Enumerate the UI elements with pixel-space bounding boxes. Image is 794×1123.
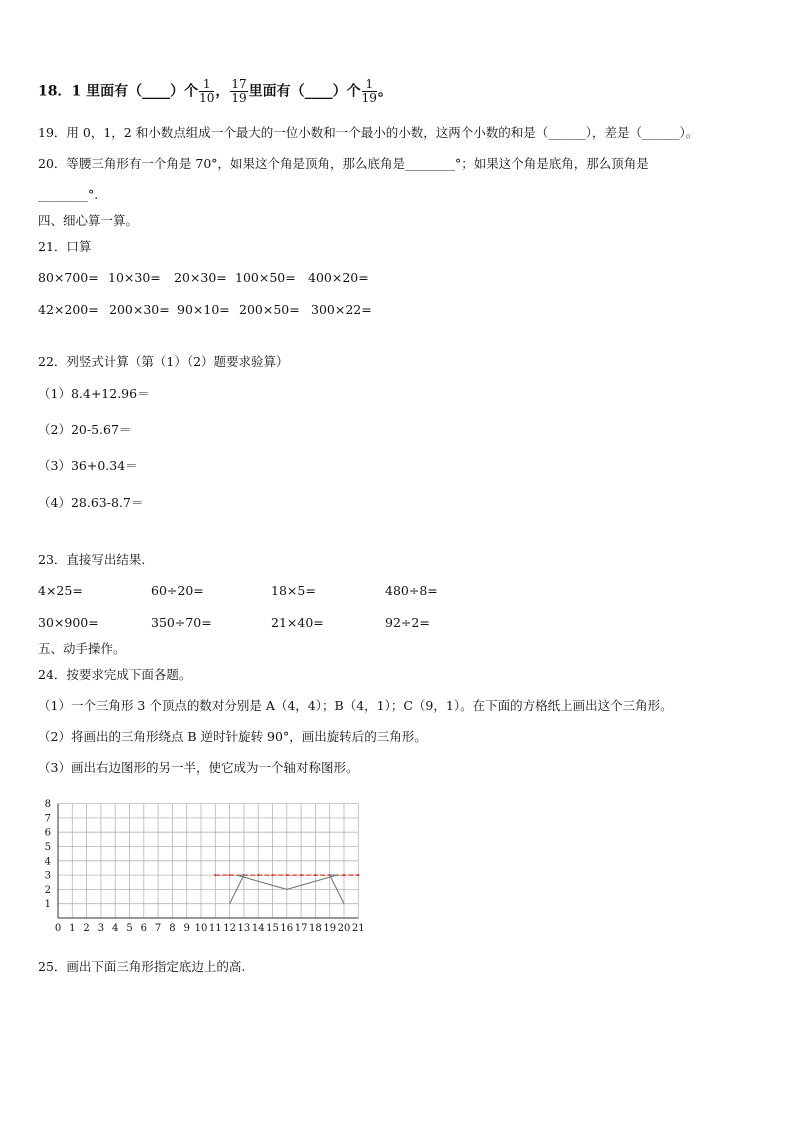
q24-item-2: （2）将画出的三角形绕点 B 逆时针旋转 90°，画出旋转后的三角形。 <box>38 729 427 744</box>
x-tick-label: 21 <box>351 923 365 934</box>
section-5-heading: 五、动手操作。 <box>38 641 126 656</box>
q21-item: 400×20= <box>308 270 369 285</box>
x-tick-label: 0 <box>54 923 62 934</box>
q21-item: 90×10= <box>177 302 230 317</box>
x-tick-label: 13 <box>237 923 251 934</box>
q18-blank-1[interactable]: ____ <box>142 83 171 100</box>
q21-item: 10×30= <box>108 270 161 285</box>
x-tick-label: 9 <box>183 923 190 934</box>
x-tick-label: 8 <box>169 923 176 934</box>
question-24-title: 24．按要求完成下面各题。 <box>38 667 192 682</box>
question-18 <box>38 78 392 105</box>
axis-dot <box>229 874 231 876</box>
q18-mid-3: ）个 <box>332 83 361 100</box>
q21-item: 80×700= <box>38 270 99 285</box>
y-tick-label: 7 <box>44 813 51 825</box>
axis-dot <box>314 874 316 876</box>
x-tick-label: 15 <box>266 923 279 934</box>
fraction-17-19: $\frac{17}{19}$ <box>231 77 247 105</box>
x-tick-label: 2 <box>83 923 90 934</box>
q23-item: 60÷20= <box>151 583 204 598</box>
q21-item: 200×50= <box>239 302 300 317</box>
q21-item: 300×22= <box>311 302 372 317</box>
question-21-title: 21．口算 <box>38 239 92 254</box>
y-tick-label: 4 <box>44 856 51 868</box>
q21-item: 200×30= <box>109 302 170 317</box>
x-tick-label: 18 <box>309 923 322 934</box>
x-tick-label: 6 <box>140 923 147 934</box>
fraction-1-10: $\frac{1}{10}$ <box>199 77 215 105</box>
x-tick-label: 16 <box>280 923 294 934</box>
q18-blank-2[interactable]: ____ <box>304 83 333 100</box>
q18-mid-2: 里面有（ <box>248 83 305 100</box>
x-tick-label: 11 <box>208 923 222 934</box>
q23-item: 18×5= <box>271 583 316 598</box>
grid-svg <box>38 797 378 937</box>
axis-dot <box>357 874 359 876</box>
q21-item: 42×200= <box>38 302 99 317</box>
y-tick-label: 6 <box>44 827 51 839</box>
axis-dot <box>343 874 345 876</box>
q23-item: 350÷70= <box>151 615 212 630</box>
question-25: 25．画出下面三角形指定底边上的高. <box>38 959 246 974</box>
q22-item-2: （2）20-5.67＝ <box>38 422 132 437</box>
q18-end: 。 <box>377 83 392 100</box>
y-tick-label: 1 <box>44 899 51 911</box>
question-22-title: 22．列竖式计算（第（1）（2）题要求验算） <box>38 354 289 369</box>
x-tick-label: 17 <box>294 923 308 934</box>
q22-item-4: （4）28.63-8.7＝ <box>38 495 144 510</box>
question-20-line-2: ________°. <box>38 187 99 202</box>
q18-prefix: 18．1 里面有（ <box>38 83 143 100</box>
x-tick-label: 19 <box>323 923 337 934</box>
section-4-heading: 四、细心算一算。 <box>38 213 139 228</box>
x-tick-label: 20 <box>337 923 351 934</box>
q21-item: 100×50= <box>235 270 296 285</box>
x-tick-label: 5 <box>126 923 133 934</box>
q22-item-1: （1）8.4+12.96＝ <box>38 386 150 401</box>
q18-comma: ， <box>215 83 230 100</box>
q23-item: 30×900= <box>38 615 99 630</box>
x-tick-label: 12 <box>223 923 236 934</box>
axis-dot <box>257 874 259 876</box>
q18-mid-1: ）个 <box>170 83 199 100</box>
y-tick-label: 5 <box>44 842 51 853</box>
axis-dot <box>300 874 302 876</box>
x-tick-label: 14 <box>251 923 265 934</box>
axis-dot <box>214 874 216 876</box>
question-20-line-1: 20．等腰三角形有一个角是 70°，如果这个角是顶角，那么底角是________°；如果这个角是底角，那么顶角是 <box>38 156 649 171</box>
x-tick-label: 3 <box>97 923 105 934</box>
y-tick-label: 2 <box>44 884 51 896</box>
q23-item: 4×25= <box>38 583 83 598</box>
y-tick-label: 3 <box>44 870 51 882</box>
q24-item-1: （1）一个三角形 3 个顶点的数对分别是 A（4，4）；B（4，1）；C（9，1）。在下面的方格纸上画出这个三角形。 <box>38 698 673 713</box>
x-tick-label: 4 <box>112 923 119 934</box>
q23-item: 21×40= <box>271 615 324 630</box>
axis-dot <box>286 874 288 876</box>
x-tick-label: 1 <box>69 923 76 934</box>
q23-item: 92÷2= <box>385 615 430 630</box>
coordinate-grid <box>38 797 378 940</box>
question-19: 19．用 0，1，2 和小数点组成一个最大的一位小数和一个最小的小数，这两个小数的和是（______），差是（______）。 <box>38 125 699 140</box>
q23-item: 480÷8= <box>385 583 438 598</box>
y-tick-label: 8 <box>44 799 51 811</box>
question-23-title: 23．直接写出结果. <box>38 552 146 567</box>
fraction-1-19: $\frac{1}{19}$ <box>361 77 377 105</box>
axis-dot <box>271 874 273 876</box>
q22-item-3: （3）36+0.34＝ <box>38 458 138 473</box>
x-tick-label: 7 <box>154 923 162 934</box>
q24-item-3: （3）画出右边图形的另一半，使它成为一个轴对称图形。 <box>38 760 359 775</box>
x-tick-label: 10 <box>194 923 208 934</box>
q21-item: 20×30= <box>174 270 227 285</box>
